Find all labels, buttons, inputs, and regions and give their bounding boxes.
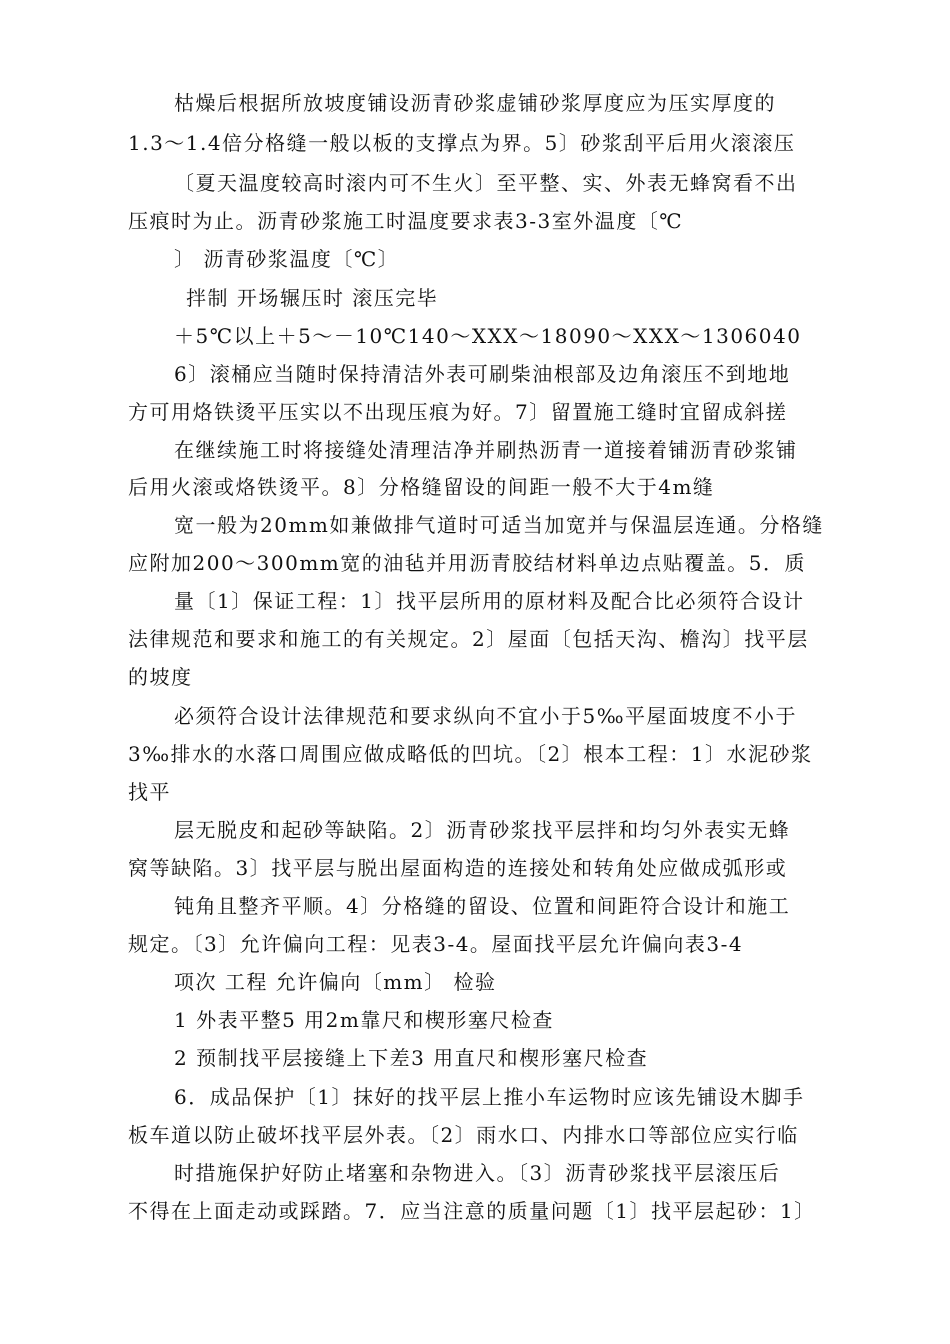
text-line: 1 外表平整5 用2m靠尺和楔形塞尺检查 bbox=[174, 1008, 554, 1032]
text-line: 6．成品保护〔1〕抹好的找平层上推小车运物时应该先铺设木脚手 bbox=[174, 1085, 805, 1109]
text-line: 规定。〔3〕允许偏向工程：见表3-4。屋面找平层允许偏向表3-4 bbox=[128, 932, 744, 956]
text-line: 的坡度 bbox=[128, 665, 193, 689]
text-line: 6〕滚桶应当随时保持清洁外表可刷柴油根部及边角滚压不到地地 bbox=[174, 362, 791, 386]
text-line: 量〔1〕保证工程：1〕找平层所用的原材料及配合比必须符合设计 bbox=[174, 589, 805, 613]
text-line: 枯燥后根据所放坡度铺设沥青砂浆虚铺砂浆厚度应为压实厚度的 bbox=[174, 91, 776, 115]
text-line: 拌制 开场辗压时 滚压完毕 bbox=[186, 286, 439, 310]
text-line: 3‰排水的水落口周围应做成略低的凹坑。〔2〕根本工程：1〕水泥砂浆 bbox=[128, 742, 813, 766]
text-line: 法律规范和要求和施工的有关规定。2〕屋面〔包括天沟、檐沟〕找平层 bbox=[128, 627, 809, 651]
text-line: 1.3～1.4倍分格缝一般以板的支撑点为界。5〕砂浆刮平后用火滚滚压 bbox=[128, 131, 796, 155]
text-line: 后用火滚或烙铁烫平。8〕分格缝留设的间距一般不大于4m缝 bbox=[128, 475, 715, 499]
text-line: 板车道以防止破坏找平层外表。〔2〕雨水口、内排水口等部位应实行临 bbox=[128, 1123, 799, 1147]
text-line: 层无脱皮和起砂等缺陷。2〕沥青砂浆找平层拌和均匀外表实无蜂 bbox=[174, 818, 791, 842]
text-line: 压痕时为止。沥青砂浆施工时温度要求表3-3室外温度〔℃ bbox=[128, 209, 684, 233]
text-line: 不得在上面走动或踩踏。7．应当注意的质量问题〔1〕找平层起砂：1〕 bbox=[128, 1199, 816, 1223]
text-line: 应附加200～300mm宽的油毡并用沥青胶结材料单边点贴覆盖。5．质 bbox=[128, 551, 807, 575]
text-line: 2 预制找平层接缝上下差3 用直尺和楔形塞尺检查 bbox=[174, 1046, 649, 1070]
text-line: 窝等缺陷。3〕找平层与脱出屋面构造的连接处和转角处应做成弧形或 bbox=[128, 856, 788, 880]
text-line: 在继续施工时将接缝处清理洁净并刷热沥青一道接着铺沥青砂浆铺 bbox=[174, 438, 798, 462]
text-line: 〕 沥青砂浆温度〔℃〕 bbox=[174, 247, 400, 271]
text-line: 方可用烙铁烫平压实以不出现压痕为好。7〕留置施工缝时宜留成斜搓 bbox=[128, 400, 788, 424]
text-line: 宽一般为20mm如兼做排气道时可适当加宽并与保温层连通。分格缝 bbox=[174, 513, 824, 537]
text-line: 找平 bbox=[128, 780, 171, 804]
text-line: ＋5℃以上＋5～－10℃140～XXX～18090～XXX～1306040 bbox=[174, 324, 802, 348]
text-line: 必须符合设计法律规范和要求纵向不宜小于5‰平屋面坡度不小于 bbox=[174, 704, 798, 728]
text-line: 〔夏天温度较高时滚内可不生火〕至平整、实、外表无蜂窝看不出 bbox=[174, 171, 798, 195]
text-line: 钝角且整齐平顺。4〕分格缝的留设、位置和间距符合设计和施工 bbox=[174, 894, 791, 918]
text-line: 项次 工程 允许偏向〔mm〕 检验 bbox=[174, 970, 497, 994]
text-line: 时措施保护好防止堵塞和杂物进入。〔3〕沥青砂浆找平层滚压后 bbox=[174, 1161, 781, 1185]
